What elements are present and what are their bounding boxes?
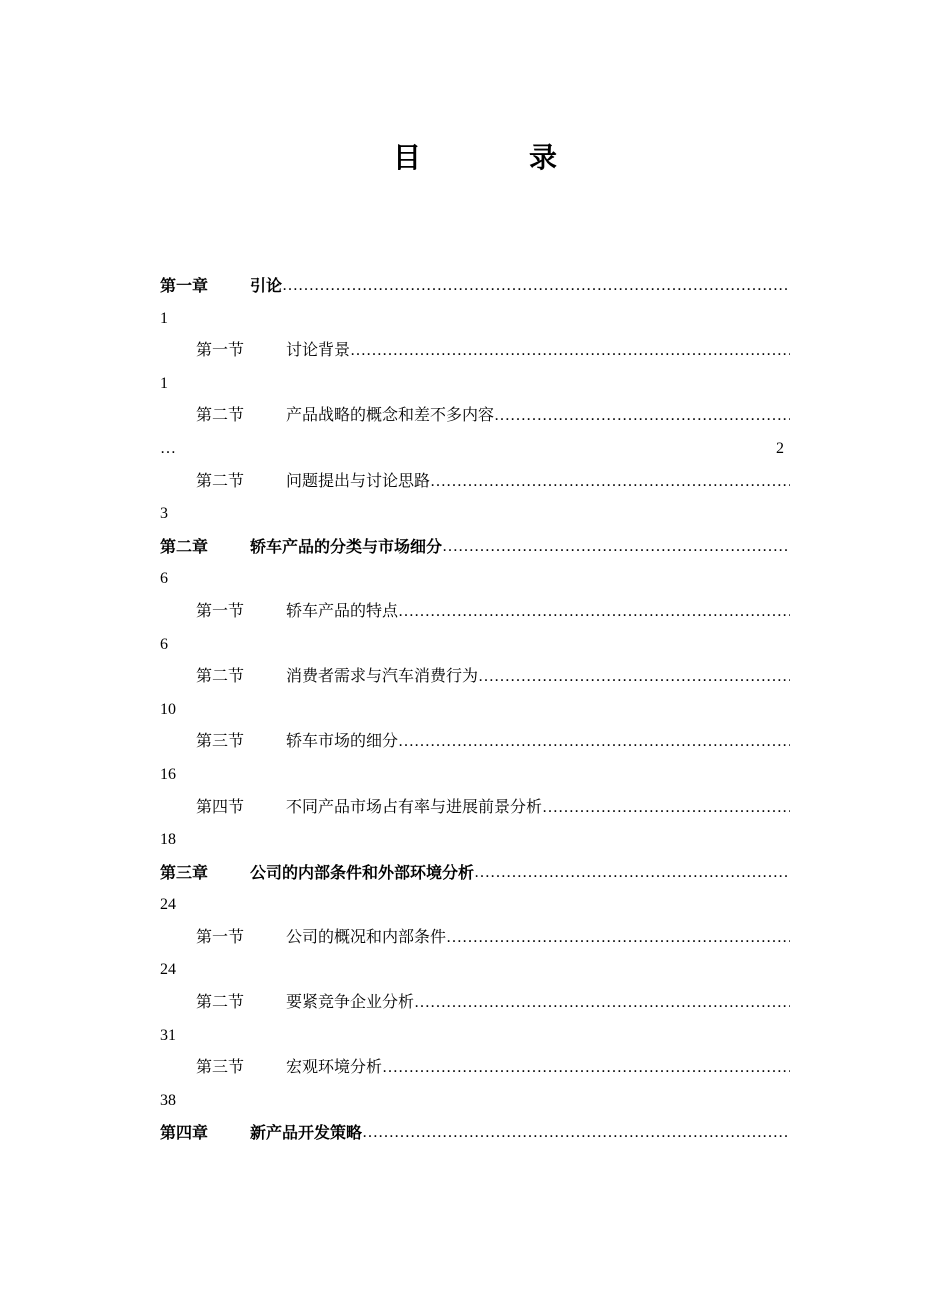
toc-label: 第四节 — [196, 798, 245, 816]
toc-entry-section[interactable] — [160, 726, 790, 759]
toc-label: 第二节 — [196, 668, 245, 686]
toc-leader-dots — [362, 1117, 790, 1150]
toc-text: 轿车产品的特点 — [286, 602, 399, 620]
toc-text: 轿车产品的分类与市场细分 — [250, 536, 443, 556]
table-of-contents — [160, 270, 790, 1150]
toc-entry-section[interactable] — [160, 792, 790, 825]
toc-entry-section[interactable] — [160, 922, 790, 955]
toc-page-number: 6 — [160, 635, 168, 653]
toc-text: 问题提出与讨论思路 — [286, 472, 431, 490]
toc-label: 第二节 — [196, 407, 245, 425]
toc-leader-dots — [430, 466, 790, 499]
toc-page-row — [160, 1020, 790, 1053]
toc-entry-section[interactable] — [160, 466, 790, 499]
toc-leader-dots — [494, 400, 790, 433]
toc-entry-section[interactable] — [160, 400, 790, 433]
toc-page-number: 38 — [160, 1091, 176, 1109]
toc-leader-dots — [542, 792, 790, 825]
toc-text: 公司的内部条件和外部环境分析 — [250, 862, 475, 882]
toc-entry-section[interactable] — [160, 987, 790, 1020]
toc-label: 第三章 — [160, 862, 209, 882]
toc-leader-dots — [414, 987, 790, 1020]
toc-label: 第一章 — [160, 276, 209, 295]
toc-text: 引论 — [250, 276, 283, 295]
toc-label: 第一节 — [196, 602, 245, 620]
toc-page-row — [160, 629, 790, 662]
toc-leader-dots — [446, 922, 790, 955]
toc-label: 第三节 — [196, 1059, 245, 1077]
toc-entry-chapter-2[interactable] — [160, 531, 790, 564]
toc-page-row — [160, 368, 790, 401]
toc-label: 第一节 — [196, 342, 245, 360]
toc-leader-dots — [282, 270, 790, 303]
toc-label: 第四章 — [160, 1123, 209, 1143]
toc-page-row — [160, 694, 790, 727]
toc-page-number: 18 — [160, 831, 176, 849]
toc-entry-chapter-3[interactable] — [160, 857, 790, 890]
toc-page-number: 24 — [160, 961, 176, 979]
toc-page-row — [160, 1085, 790, 1118]
toc-leader-continuation: … — [160, 439, 176, 457]
toc-page-row — [160, 759, 790, 792]
toc-page-row — [160, 433, 790, 466]
toc-text: 讨论背景 — [286, 342, 351, 360]
toc-label: 第二节 — [196, 994, 245, 1012]
toc-page-number: 1 — [160, 374, 168, 392]
toc-text: 产品战略的概念和差不多内容 — [286, 407, 495, 425]
toc-page-number: 31 — [160, 1026, 176, 1044]
toc-text: 宏观环境分析 — [286, 1059, 383, 1077]
toc-label: 第一节 — [196, 928, 245, 946]
toc-leader-dots — [398, 596, 790, 629]
toc-text: 要紧竞争企业分析 — [286, 994, 415, 1012]
toc-label: 第二章 — [160, 536, 209, 556]
toc-entry-section[interactable] — [160, 596, 790, 629]
toc-page-row — [160, 824, 790, 857]
toc-leader-dots — [382, 1052, 790, 1085]
toc-text: 新产品开发策略 — [250, 1123, 363, 1143]
toc-page-number: 6 — [160, 570, 168, 588]
toc-text: 不同产品市场占有率与进展前景分析 — [286, 798, 543, 816]
toc-label: 第三节 — [196, 733, 245, 751]
toc-entry-chapter-4[interactable] — [160, 1117, 790, 1150]
toc-leader-dots — [398, 726, 790, 759]
toc-text: 轿车市场的细分 — [286, 733, 399, 751]
toc-entry-section[interactable] — [160, 661, 790, 694]
toc-text: 公司的概况和内部条件 — [286, 928, 447, 946]
toc-page-row — [160, 498, 790, 531]
toc-page-row — [160, 563, 790, 596]
toc-page-number: 1 — [160, 309, 168, 327]
toc-text: 消费者需求与汽车消费行为 — [286, 668, 479, 686]
toc-page-number: 16 — [160, 765, 176, 783]
toc-page-row — [160, 303, 790, 336]
toc-leader-dots — [474, 857, 790, 890]
toc-page-number: 2 — [776, 439, 784, 457]
toc-leader-dots — [478, 661, 790, 694]
toc-page-number: 3 — [160, 505, 168, 523]
toc-page-row — [160, 889, 790, 922]
toc-page-number: 24 — [160, 896, 176, 914]
toc-leader-dots — [442, 531, 790, 564]
toc-entry-chapter-1[interactable] — [160, 270, 790, 303]
toc-page-number: 10 — [160, 700, 176, 718]
page-title: 目 录 — [392, 141, 597, 174]
toc-entry-section[interactable] — [160, 335, 790, 368]
toc-entry-section[interactable] — [160, 1052, 790, 1085]
toc-leader-dots — [350, 335, 790, 368]
toc-label: 第二节 — [196, 472, 245, 490]
toc-page-row — [160, 954, 790, 987]
